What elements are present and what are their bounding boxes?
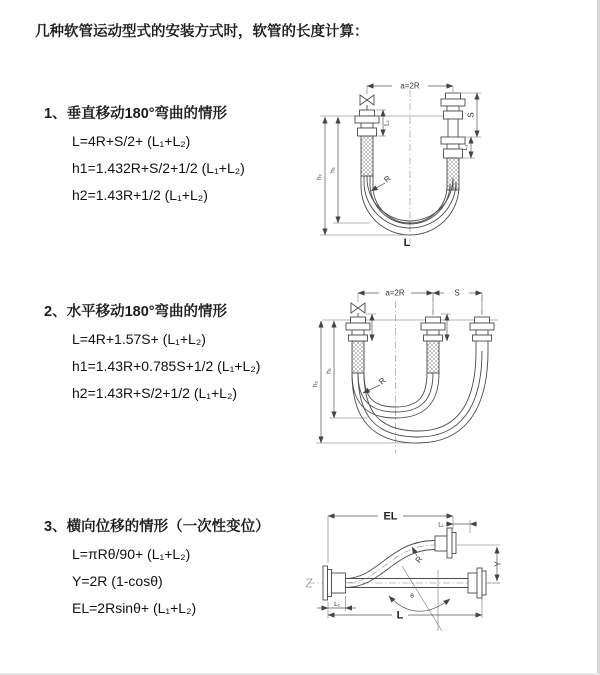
- dim-label-s: S: [454, 288, 460, 298]
- dim-label-l-total: L: [403, 237, 411, 249]
- formula-line: Y=2R (1-cosθ): [72, 573, 163, 589]
- valve-icon: [360, 95, 374, 110]
- dim-label-r: R: [382, 173, 393, 185]
- diagram-vertical-180-bend: [300, 74, 580, 252]
- hose-drawing-2: [322, 295, 498, 453]
- dim-label-a2r: a=2R: [400, 81, 420, 91]
- formula-line: h2=1.43R+S/2+1/2 (L₁+L₂): [72, 385, 238, 401]
- diagram-lateral-displacement: [300, 503, 595, 648]
- formula-line: h1=1.43R+0.785S+1/2 (L₁+L₂): [72, 358, 261, 374]
- formula-line: L=4R+1.57S+ (L₁+L₂): [72, 331, 206, 347]
- dim-label-a2r: a=2R: [385, 288, 405, 298]
- dimensions-3: [317, 511, 503, 622]
- section-3: [44, 518, 270, 617]
- formula-line: h1=1.432R+S/2+1/2 (L₁+L₂): [72, 160, 245, 176]
- dim-label-r: R: [413, 554, 425, 565]
- formula-line: L=πRθ/90+ (L₁+L₂): [72, 546, 191, 562]
- dimensions-2: [312, 289, 482, 444]
- dim-label-h2: h₂: [312, 380, 319, 388]
- section-2-heading: 2、水平移动180°弯曲的情形: [44, 304, 228, 320]
- formula-line: h2=1.43R+1/2 (L₁+L₂): [72, 187, 208, 203]
- valve-icon: [351, 303, 365, 317]
- hose-drawing-1: [320, 90, 465, 244]
- dim-label-el: EL: [383, 510, 398, 523]
- section-1-heading: 1、垂直移动180°弯曲的情形: [44, 106, 228, 122]
- section-3-heading: 3、横向位移的情形（一次性变位）: [44, 519, 270, 535]
- dim-label-l1-top: L₁: [438, 521, 444, 529]
- dim-label-l1: L₁: [462, 144, 469, 151]
- formula-line: L=4R+S/2+ (L₁+L₂): [72, 133, 191, 149]
- page-title: 几种软管运动型式的安装方式时，软管的长度计算：: [35, 24, 369, 40]
- diagram-horizontal-180-bend: [300, 281, 595, 471]
- dim-label-l-total: L: [396, 609, 404, 622]
- dim-label-h1: h₁: [329, 167, 337, 173]
- dim-label-h1: h₁: [325, 368, 333, 374]
- formula-line: EL=2Rsinθ+ (L₁+L₂): [72, 600, 197, 616]
- dim-label-l1-left: L₁: [383, 120, 391, 126]
- dim-label-r: R: [377, 375, 388, 387]
- dim-label-s: S: [466, 112, 476, 118]
- dim-label-y: Y: [493, 561, 503, 567]
- dim-label-h2: h₂: [316, 173, 323, 181]
- dim-label-theta: θ: [410, 593, 414, 600]
- section-1: [44, 105, 245, 204]
- dim-label-l1-bottom: L₁: [334, 601, 340, 608]
- section-2: [44, 303, 260, 402]
